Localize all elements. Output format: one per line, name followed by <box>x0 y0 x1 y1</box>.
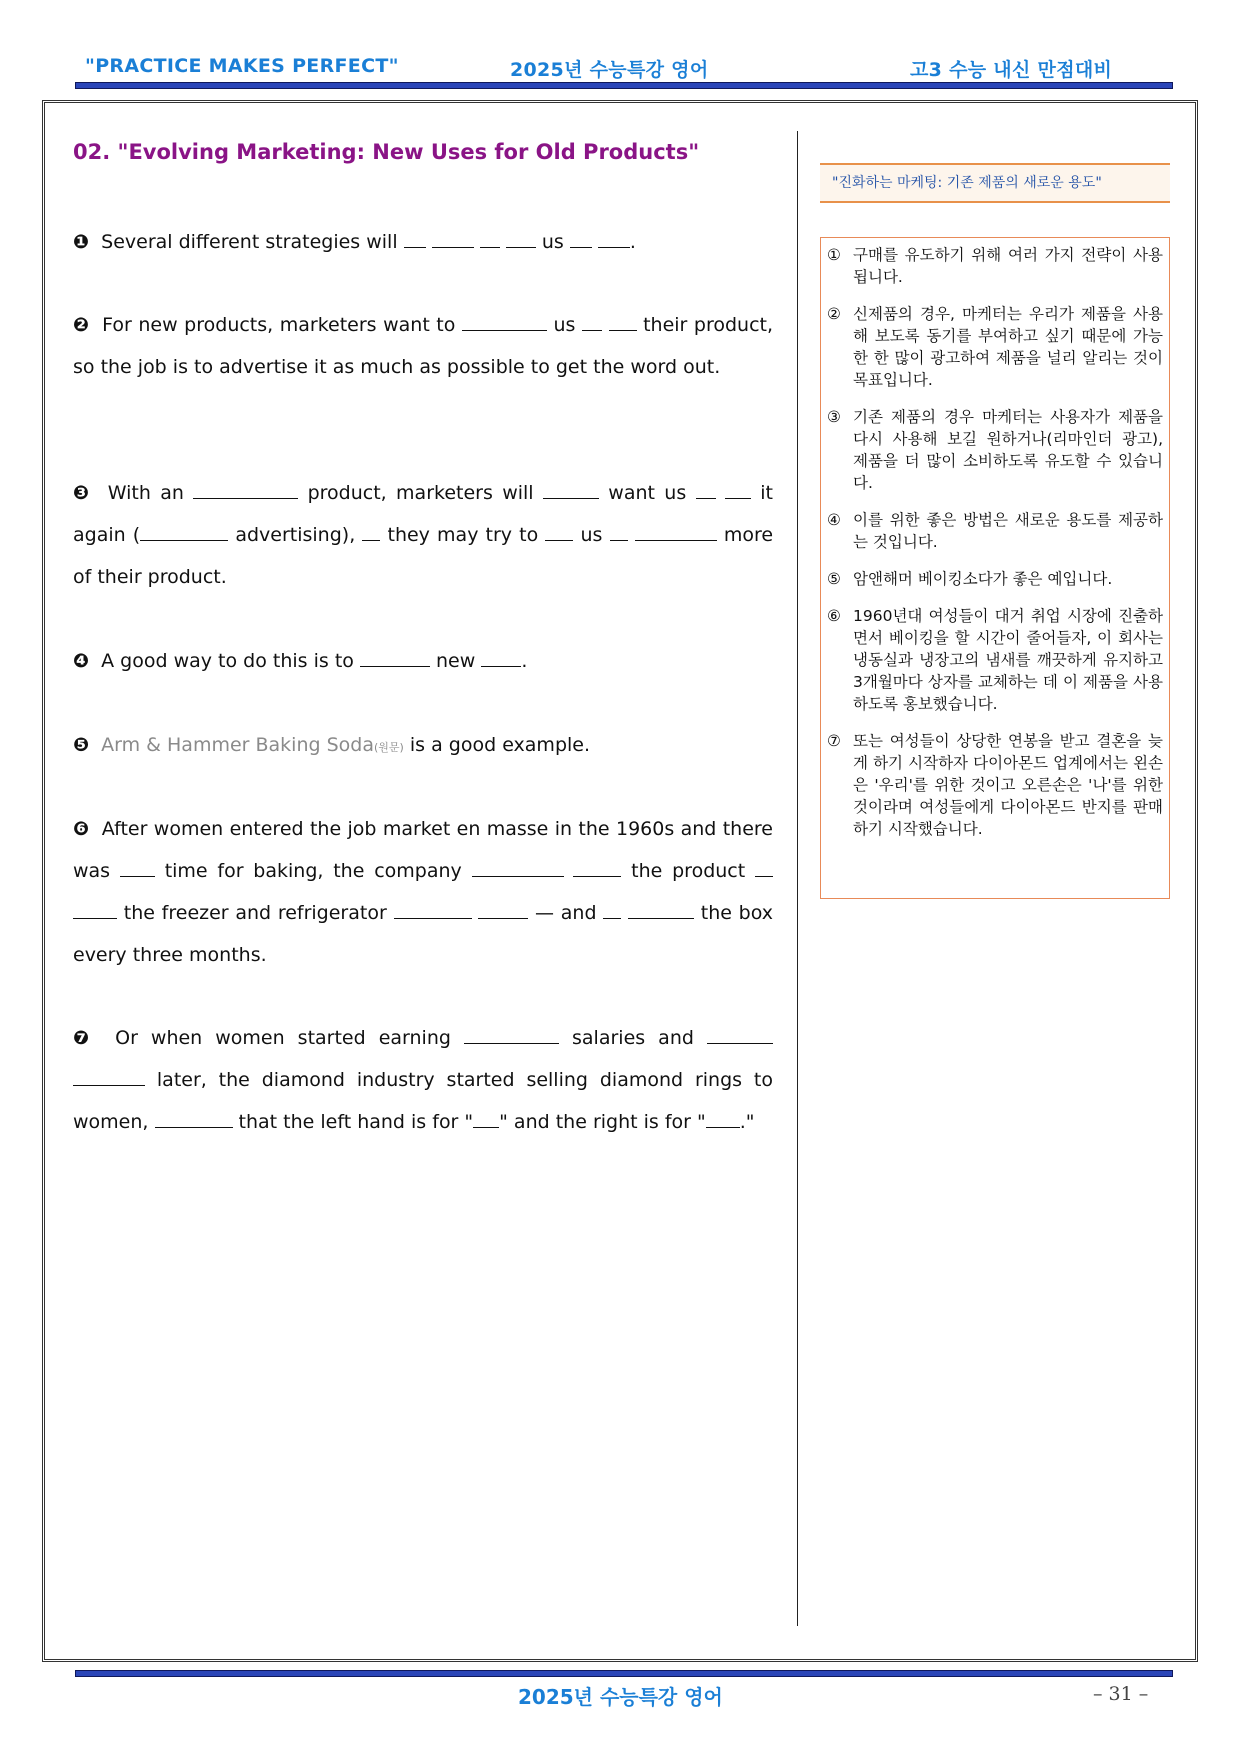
question-number: ❼ <box>73 1027 97 1049</box>
footer-title: 2025년 수능특강 영어 <box>518 1685 723 1709</box>
blank <box>404 229 426 248</box>
question-text: For new products, marketers want to <box>102 314 456 336</box>
blank <box>473 1109 499 1128</box>
question-text: . <box>521 650 528 672</box>
question-1 <box>73 221 773 263</box>
blank <box>582 312 602 331</box>
question-text: " and the right is for " <box>499 1111 706 1133</box>
question-number: ❸ <box>73 482 93 504</box>
blank <box>193 480 298 499</box>
question-text: us <box>553 314 576 336</box>
translation-item <box>827 730 1163 840</box>
item-text: 암앤해머 베이킹소다가 좋은 예입니다. <box>853 570 1113 588</box>
blank <box>609 312 637 331</box>
blank <box>603 900 621 919</box>
question-text: the product <box>631 860 746 882</box>
item-text: 이를 위한 좋은 방법은 새로운 용도를 제공하는 것입니다. <box>853 511 1163 551</box>
item-marker: ⑤ <box>827 570 841 588</box>
question-text: new <box>436 650 476 672</box>
column-divider <box>797 131 798 1626</box>
question-text: product, marketers will <box>307 482 534 504</box>
blank <box>362 522 380 541</box>
blank <box>506 229 536 248</box>
question-text: that the left hand is for " <box>238 1111 474 1133</box>
blank <box>545 522 573 541</box>
question-text: After women entered the job market en masse in the 1960s and there was <box>73 818 773 882</box>
blank <box>394 900 472 919</box>
item-text: 1960년대 여성들이 대거 취업 시장에 진출하면서 베이킹을 할 시간이 줄어들자, 이 회사는 냉동실과 냉장고의 냄새를 깨끗하게 유지하고 3개월마다 상자를 교체하는 데 이 제품을 사용하도록 홍보했습니다. <box>853 607 1163 713</box>
page-number: – 31 – <box>1093 1683 1149 1705</box>
question-text: it again ( <box>73 482 773 546</box>
question-number: ❷ <box>73 314 90 336</box>
blank <box>155 1109 233 1128</box>
item-marker: ② <box>827 305 841 323</box>
item-text: 기존 제품의 경우 마케터는 사용자가 제품을 다시 사용해 보길 원하거나(리마인더 광고), 제품을 더 많이 소비하도록 유도할 수 있습니다. <box>853 408 1163 492</box>
blank <box>480 229 500 248</box>
translation-item <box>827 303 1163 391</box>
question-number: ❶ <box>73 231 90 253</box>
product-name: Arm & Hammer Baking Soda <box>101 734 374 756</box>
blank <box>464 1025 559 1044</box>
question-text: time for baking, the company <box>164 860 462 882</box>
question-text: Or when women started earning <box>115 1027 451 1049</box>
translation-item <box>827 244 1163 288</box>
header-rule <box>75 82 1173 89</box>
blank <box>73 900 117 919</box>
question-5 <box>73 724 773 769</box>
item-marker: ④ <box>827 511 841 529</box>
question-text: want us <box>608 482 687 504</box>
blank <box>478 900 528 919</box>
blank <box>462 312 547 331</box>
question-text: is a good example. <box>403 734 591 756</box>
header-center: 2025년 수능특강 영어 <box>510 59 709 81</box>
question-3 <box>73 472 773 598</box>
blank <box>481 648 521 667</box>
header-left: "PRACTICE MAKES PERFECT" <box>85 55 399 77</box>
question-number: ❺ <box>73 734 90 756</box>
question-text: us <box>580 524 603 546</box>
item-marker: ⑥ <box>827 607 841 625</box>
blank <box>432 229 474 248</box>
item-text: 구매를 유도하기 위해 여러 가지 전략이 사용됩니다. <box>853 246 1163 286</box>
question-7 <box>73 1017 773 1143</box>
blank <box>598 229 630 248</box>
question-text: ." <box>739 1111 755 1133</box>
question-text: later, the diamond industry started selling diamond rings to women, <box>73 1069 773 1133</box>
blank <box>635 522 717 541</box>
question-number: ❻ <box>73 818 90 840</box>
question-text: With an <box>107 482 184 504</box>
blank <box>573 858 621 877</box>
translation-title: "진화하는 마케팅: 기존 제품의 새로운 용도" <box>820 163 1170 203</box>
question-text: us <box>541 231 564 253</box>
blank <box>140 522 228 541</box>
question-text: advertising), <box>235 524 356 546</box>
question-text: salaries and <box>572 1027 694 1049</box>
item-text: 신제품의 경우, 마케터는 우리가 제품을 사용해 보도록 동기를 부여하고 싶기 때문에 가능한 한 많이 광고하여 제품을 널리 알리는 것이 목표입니다. <box>853 305 1163 389</box>
question-6 <box>73 808 773 976</box>
blank <box>725 480 751 499</box>
blank <box>543 480 599 499</box>
question-text: . <box>629 231 636 253</box>
blank <box>755 858 773 877</box>
footer-rule <box>75 1670 1173 1677</box>
item-marker: ① <box>827 246 841 264</box>
question-number: ❹ <box>73 650 90 672</box>
item-marker: ③ <box>827 408 841 426</box>
passage-title: 02. "Evolving Marketing: New Uses for Old Products" <box>73 140 700 164</box>
blank <box>628 900 694 919</box>
item-marker: ⑦ <box>827 732 841 750</box>
question-text: Several different strategies will <box>101 231 398 253</box>
blank <box>610 522 628 541</box>
translation-item <box>827 509 1163 553</box>
blank <box>570 229 592 248</box>
blank <box>360 648 430 667</box>
translation-item <box>827 568 1163 590</box>
question-text: the box every three months. <box>73 902 774 966</box>
question-text: they may try to <box>387 524 539 546</box>
question-4 <box>73 640 773 682</box>
item-text: 또는 여성들이 상당한 연봉을 받고 결혼을 늦게 하기 시작하자 다이아몬드 업계에서는 왼손은 '우리'를 위한 것이고 오른손은 '나'를 위한 것이라며 여성들에게 다이아몬드 반지를 판매하기 시작했습니다. <box>853 732 1163 838</box>
translation-item <box>827 605 1163 715</box>
question-text: — and <box>535 902 597 924</box>
translation-box <box>820 237 1170 899</box>
blank <box>707 1025 773 1044</box>
blank <box>73 1067 145 1086</box>
blank <box>696 480 716 499</box>
blank <box>706 1109 740 1128</box>
question-text: A good way to do this is to <box>101 650 354 672</box>
question-2 <box>73 304 773 388</box>
question-text: more of their product. <box>73 524 774 588</box>
source-note: (원문) <box>374 741 404 754</box>
question-text: their product, so the job is to advertise it as much as possible to get the word out. <box>73 314 774 378</box>
blank <box>120 858 155 877</box>
translation-item <box>827 406 1163 494</box>
question-text: the freezer and refrigerator <box>123 902 387 924</box>
header-right: 고3 수능 내신 만점대비 <box>910 59 1113 81</box>
blank <box>472 858 564 877</box>
